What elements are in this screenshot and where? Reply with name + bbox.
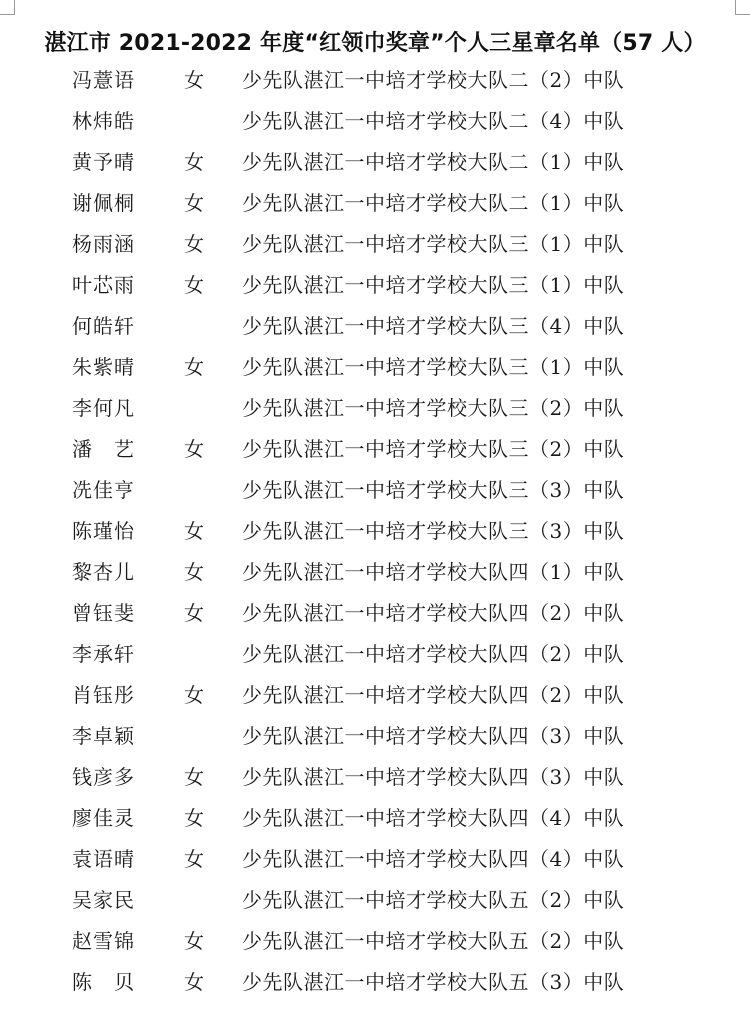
student-unit: 少先队湛江一中培才学校大队三（3）中队: [242, 519, 625, 543]
student-unit: 少先队湛江一中培才学校大队三（2）中队: [242, 396, 625, 420]
roster-row: [0, 60, 750, 101]
student-name: 肖钰彤: [72, 683, 135, 707]
student-unit: 少先队湛江一中培才学校大队四（1）中队: [242, 560, 625, 584]
student-name: 陈 贝: [72, 970, 135, 994]
student-gender: 女: [184, 437, 204, 461]
student-gender: 女: [184, 970, 204, 994]
student-name: 钱彦多: [72, 765, 135, 789]
roster-row: [0, 511, 750, 552]
student-name: 赵雪锦: [72, 929, 135, 953]
roster-row: [0, 388, 750, 429]
student-name: 杨雨涵: [72, 232, 135, 256]
student-unit: 少先队湛江一中培才学校大队四（2）中队: [242, 601, 625, 625]
student-name: 袁语晴: [72, 847, 135, 871]
roster-row: [0, 921, 750, 962]
student-name: 林炜皓: [72, 109, 135, 133]
roster-row: [0, 552, 750, 593]
roster-row: [0, 470, 750, 511]
student-gender: 女: [184, 273, 204, 297]
student-gender: 女: [184, 519, 204, 543]
student-unit: 少先队湛江一中培才学校大队四（4）中队: [242, 847, 625, 871]
student-unit: 少先队湛江一中培才学校大队三（4）中队: [242, 314, 625, 338]
student-gender: 女: [184, 847, 204, 871]
student-unit: 少先队湛江一中培才学校大队二（2）中队: [242, 68, 625, 92]
student-gender: 女: [184, 806, 204, 830]
student-name: 冯薏语: [72, 68, 135, 92]
student-gender: 女: [184, 232, 204, 256]
student-gender: 女: [184, 191, 204, 215]
student-unit: 少先队湛江一中培才学校大队五（3）中队: [242, 970, 625, 994]
student-unit: 少先队湛江一中培才学校大队五（2）中队: [242, 888, 625, 912]
student-unit: 少先队湛江一中培才学校大队四（3）中队: [242, 765, 625, 789]
roster-row: [0, 142, 750, 183]
roster-row: [0, 880, 750, 921]
student-gender: 女: [184, 560, 204, 584]
roster-row: [0, 593, 750, 634]
student-unit: 少先队湛江一中培才学校大队三（1）中队: [242, 232, 625, 256]
student-name: 何皓轩: [72, 314, 135, 338]
student-gender: 女: [184, 601, 204, 625]
roster-list: [0, 60, 750, 1003]
roster-row: [0, 265, 750, 306]
student-gender: 女: [184, 683, 204, 707]
roster-row: [0, 429, 750, 470]
student-gender: 女: [184, 150, 204, 174]
student-name: 曾钰斐: [72, 601, 135, 625]
student-gender: 女: [184, 929, 204, 953]
student-name: 朱紫晴: [72, 355, 135, 379]
student-unit: 少先队湛江一中培才学校大队二（1）中队: [242, 191, 625, 215]
student-unit: 少先队湛江一中培才学校大队三（3）中队: [242, 478, 625, 502]
student-name: 谢佩桐: [72, 191, 135, 215]
student-unit: 少先队湛江一中培才学校大队五（2）中队: [242, 929, 625, 953]
student-unit: 少先队湛江一中培才学校大队四（4）中队: [242, 806, 625, 830]
roster-row: [0, 716, 750, 757]
student-unit: 少先队湛江一中培才学校大队三（1）中队: [242, 355, 625, 379]
student-name: 陈瑾怡: [72, 519, 135, 543]
student-gender: 女: [184, 355, 204, 379]
student-unit: 少先队湛江一中培才学校大队二（4）中队: [242, 109, 625, 133]
student-name: 李承轩: [72, 642, 135, 666]
student-name: 黄予晴: [72, 150, 135, 174]
student-unit: 少先队湛江一中培才学校大队三（1）中队: [242, 273, 625, 297]
student-name: 叶芯雨: [72, 273, 135, 297]
student-name: 黎杏儿: [72, 560, 135, 584]
roster-row: [0, 757, 750, 798]
crop-mark-top-left: [0, 0, 15, 15]
roster-row: [0, 839, 750, 880]
student-unit: 少先队湛江一中培才学校大队二（1）中队: [242, 150, 625, 174]
roster-row: [0, 675, 750, 716]
student-gender: 女: [184, 68, 204, 92]
student-name: 廖佳灵: [72, 806, 135, 830]
roster-row: [0, 306, 750, 347]
student-name: 潘 艺: [72, 437, 135, 461]
student-name: 李何凡: [72, 396, 135, 420]
student-name: 李卓颖: [72, 724, 135, 748]
student-gender: 女: [184, 765, 204, 789]
roster-row: [0, 347, 750, 388]
student-unit: 少先队湛江一中培才学校大队四（2）中队: [242, 683, 625, 707]
student-unit: 少先队湛江一中培才学校大队四（2）中队: [242, 642, 625, 666]
crop-mark-top-right: [735, 0, 750, 15]
roster-row: [0, 634, 750, 675]
document-title: 湛江市 2021-2022 年度“红领巾奖章”个人三星章名单（57 人）: [44, 31, 706, 56]
student-unit: 少先队湛江一中培才学校大队四（3）中队: [242, 724, 625, 748]
student-name: 冼佳亨: [72, 478, 135, 502]
roster-row: [0, 798, 750, 839]
roster-row: [0, 101, 750, 142]
student-unit: 少先队湛江一中培才学校大队三（2）中队: [242, 437, 625, 461]
roster-row: [0, 962, 750, 1003]
student-name: 吴家民: [72, 888, 135, 912]
roster-row: [0, 224, 750, 265]
roster-row: [0, 183, 750, 224]
